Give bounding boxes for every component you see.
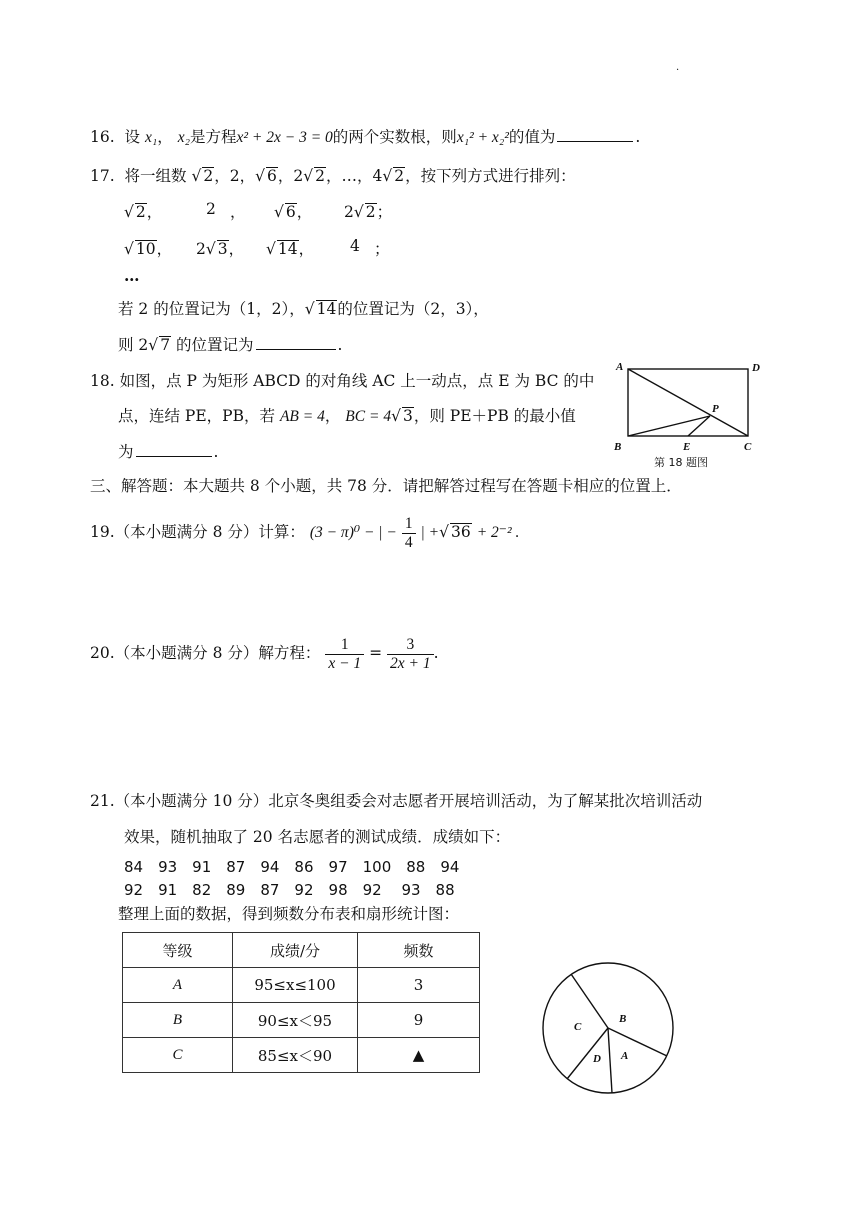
- q17-r1-c2: 2: [206, 200, 216, 218]
- q17-line-b-1: 则 2: [118, 336, 149, 354]
- q17-line-a-1: 若 2 的位置记为（1，2），: [118, 300, 305, 318]
- q16-equation: x² + 2x − 3 = 0: [236, 129, 333, 146]
- q17-r2-end: ；: [374, 240, 390, 258]
- q16-text-1: 设: [124, 128, 141, 146]
- q18-line-3: [118, 440, 218, 462]
- table-cell-grade: C: [123, 1038, 233, 1073]
- q20-fraction-right: [387, 636, 434, 673]
- q19-sqrt-36: 36: [451, 523, 471, 541]
- q17-text-1: 将一组数: [124, 167, 187, 185]
- table-cell-range: 90≤x＜95: [233, 1003, 358, 1038]
- q18-text-2c: ，则 PE＋PB 的最小值: [413, 407, 576, 425]
- q17-r2-c3: 14: [277, 240, 298, 258]
- table-row: [123, 1003, 480, 1038]
- q16-expression: x₁² + x₂²: [456, 129, 509, 146]
- pie-label-c: C: [574, 1021, 582, 1033]
- q18-bc-rad: 3: [402, 407, 413, 425]
- q17-r1-c3: 6: [285, 203, 296, 221]
- q18-line-1: [90, 369, 594, 391]
- q18-end: .: [213, 443, 219, 461]
- diagonal-ac: [628, 369, 748, 436]
- q17-r1-c4: 2: [344, 203, 354, 221]
- q18-text-1: 如图，点 P 为矩形 ABCD 的对角线 AC 上一动点，点 E 为 BC 的中: [119, 372, 595, 390]
- pie-label-d: D: [593, 1053, 601, 1065]
- table-header-row: [123, 933, 480, 968]
- q16-text-3: 是方程: [189, 128, 237, 146]
- q17-line-b-2: 的位置记为: [176, 336, 254, 354]
- label-a: A: [616, 361, 624, 373]
- q17-sqrt-2c: 2: [394, 167, 405, 185]
- q17-line-a: 若 2 的位置记为（1，2），√ 14的位置记为（2，3），: [118, 300, 489, 318]
- section-3-heading: 三、解答题：本大题共 8 个小题，共 78 分．请把解答过程写在答题卡相应的位置上．: [90, 477, 682, 495]
- q21-line-1: 21.（本小题满分 10 分）北京冬奥组委会对志愿者开展培训活动，为了解某批次培训活动: [90, 792, 703, 810]
- q18-caption: 第 18 题图: [654, 456, 708, 469]
- q21-line-2: 效果，随机抽取了 20 名志愿者的测试成绩．成绩如下：: [124, 828, 511, 846]
- q19-fraction: [402, 515, 416, 552]
- q16-x2: x₂: [177, 129, 190, 146]
- q17-r2-c2-coef: 2: [196, 240, 206, 258]
- q18-text-2b: ，: [324, 407, 341, 425]
- question-17: 17. 将一组数 √ 2，2，√ 6，2√ 2，…，4√ 2，按下列方式进行排列：: [90, 167, 576, 185]
- q17-line-a-2: 的位置记为（2，3），: [337, 300, 489, 318]
- table-row: [123, 968, 480, 1003]
- q16-text-4: 的两个实数根，则: [332, 128, 457, 146]
- table-header: 频数: [358, 933, 480, 968]
- q21-scores-row-1: 84 93 91 87 94 86 97 100 88 94: [124, 858, 460, 876]
- header-dot: .: [676, 62, 680, 73]
- q17-line-b-rad: 7: [160, 336, 171, 354]
- q18-figure: [606, 358, 766, 470]
- q18-number: 18.: [90, 372, 115, 390]
- q20-left-den: x − 1: [328, 654, 362, 672]
- q19-frac-den: 4: [404, 533, 413, 551]
- q18-bc: BC = 4: [345, 408, 392, 425]
- table-cell-range: 95≤x≤100: [233, 968, 358, 1003]
- label-d: D: [752, 362, 760, 374]
- q17-r1-end: ；: [376, 203, 393, 221]
- table-cell-count: 3: [358, 968, 480, 1003]
- pie-chart: [540, 960, 676, 1096]
- q20-left-num: 1: [325, 636, 364, 655]
- segment-pb: [628, 416, 710, 436]
- table-cell-count: ▲: [358, 1038, 480, 1073]
- q17-r2-c2-rad: 3: [217, 240, 228, 258]
- q17-sqrt-6: 6: [267, 167, 277, 185]
- q17-ellipsis: …: [124, 266, 140, 285]
- q17-seq-sep-2: ，2: [277, 167, 304, 185]
- q17-seq-sep-1: ，2，: [214, 167, 256, 185]
- pie-divider-cb: [571, 974, 608, 1028]
- q16-text-5: 的值为: [508, 128, 556, 146]
- q17-r2-c1: 10: [135, 240, 156, 258]
- q20-fraction-left: [325, 636, 364, 673]
- q19-part-1: (3 − π)⁰ − | −: [309, 524, 397, 541]
- table-header: 成绩/分: [233, 933, 358, 968]
- q17-r2-c4: 4: [350, 237, 360, 255]
- q20-label: 20.（本小题满分 8 分）解方程：: [90, 644, 321, 662]
- q17-sqrt-2: 2: [203, 167, 214, 185]
- pie-divider-ba: [608, 1028, 667, 1056]
- q18-text-2a: 点，连结 PE，PB，若: [118, 407, 275, 425]
- q17-line-b: 则 2√ 7 的位置记为 .: [118, 336, 343, 354]
- frequency-table: [122, 932, 480, 1073]
- question-16: [90, 125, 640, 147]
- q17-line-a-rad: 14: [316, 300, 337, 318]
- q19-part-3: + 2⁻² .: [476, 524, 520, 541]
- label-p: P: [712, 403, 719, 415]
- table-header: 等级: [123, 933, 233, 968]
- q17-number: 17.: [90, 167, 115, 185]
- q19-frac-num: 1: [402, 515, 416, 534]
- q19-part-2: | +: [420, 524, 440, 541]
- q16-text-2: ，: [157, 128, 173, 146]
- q16-end: .: [635, 128, 641, 146]
- table-cell-range: 85≤x＜90: [233, 1038, 358, 1073]
- q18-line-2: 点，连结 PE，PB，若 AB = 4， BC = 4√ 3，则 PE＋PB 的最小值: [118, 407, 576, 425]
- q17-sqrt-2b: 2: [315, 167, 326, 185]
- label-b: B: [614, 441, 622, 453]
- q20-equals: =: [369, 644, 383, 662]
- q17-end: .: [337, 336, 343, 354]
- question-20: [90, 630, 439, 676]
- q16-x1: x₁: [144, 129, 158, 146]
- q17-answer-blank[interactable]: [256, 335, 336, 350]
- table-cell-count: 9: [358, 1003, 480, 1038]
- q21-scores-row-2: 92 91 82 89 87 92 98 92 93 88: [124, 881, 455, 899]
- pie-divider-ad: [608, 1028, 612, 1093]
- q20-right-den: 2x + 1: [390, 654, 431, 672]
- pie-label-b: B: [619, 1013, 627, 1025]
- q18-answer-blank[interactable]: [136, 442, 212, 457]
- label-c: C: [744, 441, 752, 453]
- q17-text-2: ，按下列方式进行排列：: [405, 167, 576, 185]
- q17-r1-c1: 2: [135, 203, 146, 221]
- pie-divider-dc: [567, 1028, 608, 1079]
- q18-ab: AB = 4: [279, 408, 325, 425]
- label-e: E: [683, 441, 691, 453]
- q17-seq-sep-3: ，…，4: [326, 167, 383, 185]
- table-row: [123, 1038, 480, 1073]
- q18-text-3: 为: [118, 443, 134, 461]
- q21-line-3: 整理上面的数据，得到频数分布表和扇形统计图：: [118, 905, 460, 923]
- q19-label: 19.（本小题满分 8 分）计算：: [90, 523, 305, 541]
- q16-number: 16.: [90, 128, 115, 146]
- q16-answer-blank[interactable]: [557, 127, 633, 142]
- q20-end: .: [433, 644, 439, 662]
- table-cell-grade: A: [123, 968, 233, 1003]
- q20-right-num: 3: [387, 636, 434, 655]
- question-19: 19.（本小题满分 8 分）计算： (3 − π)⁰ − | − $\frac{1}{4}$ | +√ 36 + 2⁻² .: [90, 514, 520, 551]
- table-cell-grade: B: [123, 1003, 233, 1038]
- pie-label-a: A: [621, 1050, 629, 1062]
